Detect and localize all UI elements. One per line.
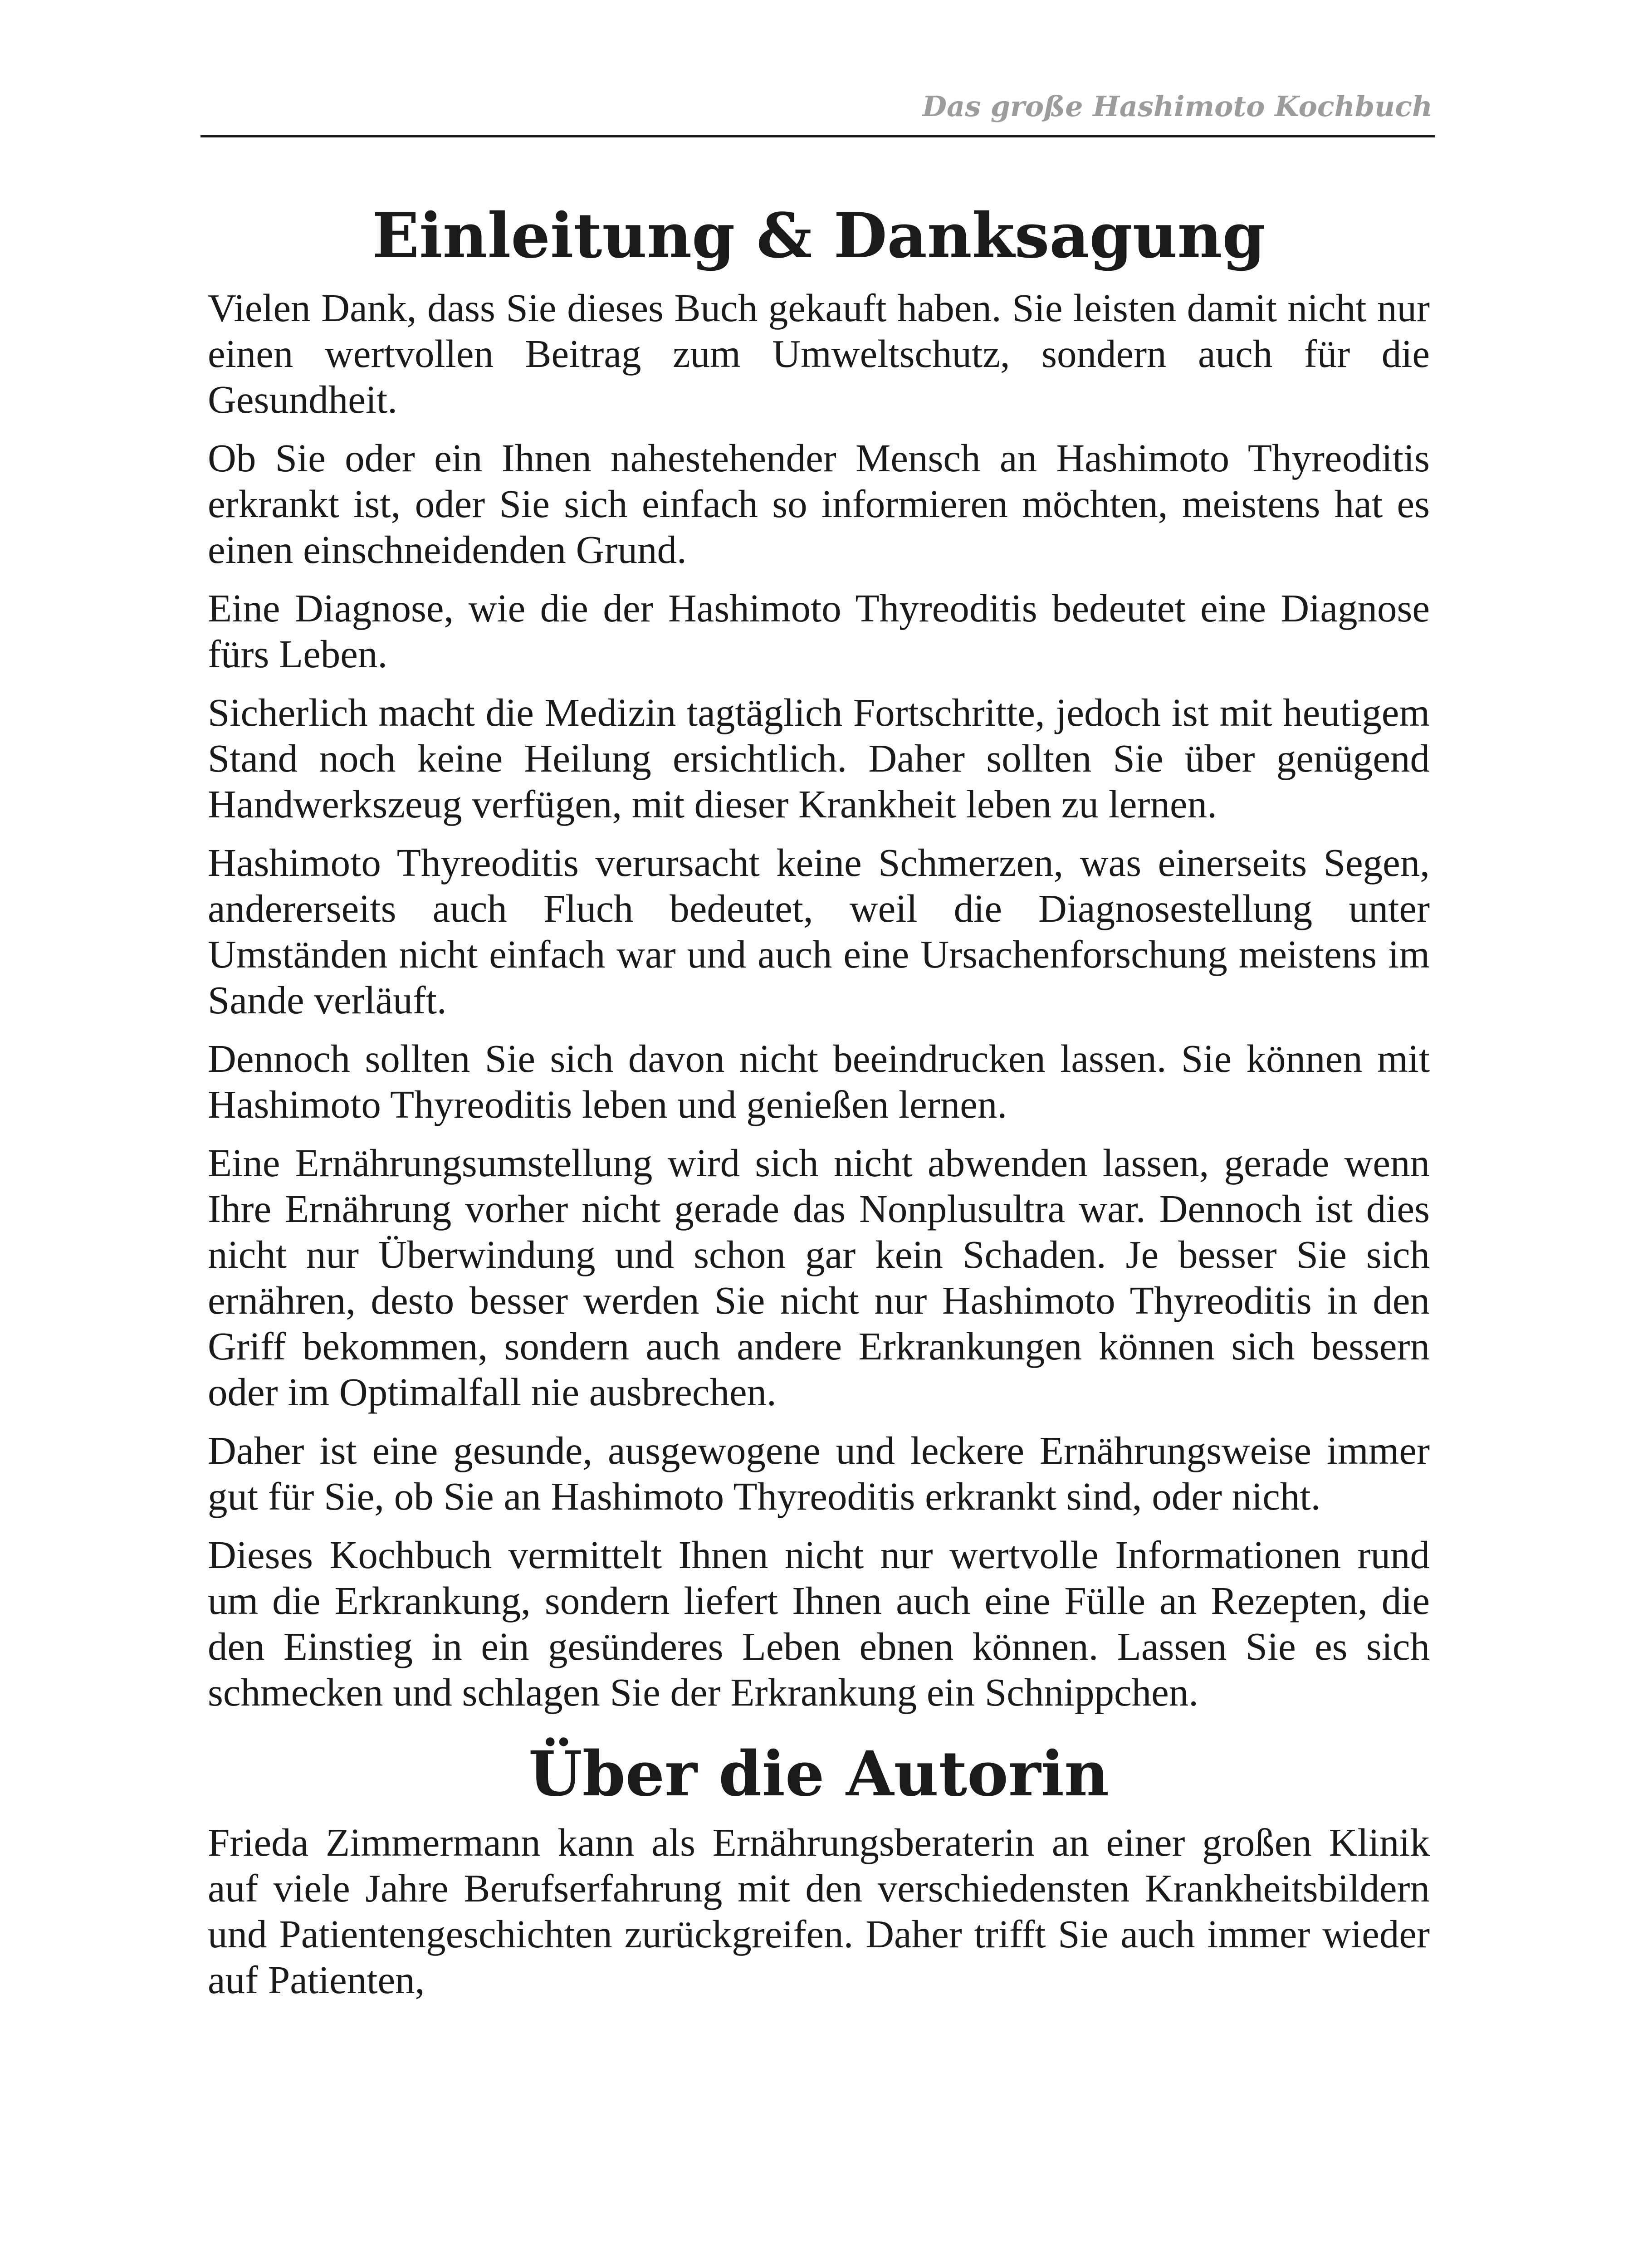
paragraph: Sicherlich macht die Medizin tagtäglich Fortschritte, jedoch ist mit heutigem Stand noch keine Heilung ersichtlich. Daher sollten Sie über genügend Handwerkszeug verfügen, mit dieser Krankheit leben zu lernen. <box>208 690 1430 826</box>
paragraph: Eine Diagnose, wie die der Hashimoto Thyreoditis bedeutet eine Diagnose fürs Leben. <box>208 586 1430 676</box>
paragraph: Eine Ernährungsumstellung wird sich nicht abwenden lassen, gerade wenn Ihre Ernährung vorher nicht gerade das Nonplusultra war. Dennoch ist dies nicht nur Überwindung und schon gar kein Schaden. Je besser Sie sich ernähren, desto besser werden Sie nicht nur Hashimoto Thyreoditis in den Griff bekommen, sondern auch andere Erkrankungen können sich bessern oder im Optimalfall nie ausbrechen. <box>208 1141 1430 1414</box>
paragraph: Vielen Dank, dass Sie dieses Buch gekauft haben. Sie leisten damit nicht nur einen wertvollen Beitrag zum Umweltschutz, sondern auch für die Gesundheit. <box>208 286 1430 421</box>
paragraph: Dieses Kochbuch vermittelt Ihnen nicht nur wertvolle Informationen rund um die Erkrankung, sondern liefert Ihnen auch eine Fülle an Rezepten, die den Einstieg in ein gesünderes Leben ebnen können. Lassen Sie es sich schmecken und schlagen Sie der Erkrankung ein Schnippchen. <box>208 1533 1430 1714</box>
page-content <box>208 195 1430 2015</box>
paragraph: Ob Sie oder ein Ihnen nahestehender Mensch an Hashimoto Thyreoditis erkrankt ist, oder Sie sich einfach so informieren möchten, meistens hat es einen einschneidenden Grund. <box>208 436 1430 572</box>
paragraph: Dennoch sollten Sie sich davon nicht beeindrucken lassen. Sie können mit Hashimoto Thyreoditis leben und genießen lernen. <box>208 1036 1430 1126</box>
running-header: Das große Hashimoto Kochbuch <box>922 90 1433 123</box>
section-title-about-author: Über die Autorin <box>528 1738 1109 1810</box>
paragraph: Daher ist eine gesunde, ausgewogene und leckere Ernährungsweise immer gut für Sie, ob Sie an Hashimoto Thyreoditis erkrankt sind, oder nicht. <box>208 1428 1430 1518</box>
section-title-introduction: Einleitung & Danksagung <box>372 200 1266 272</box>
header-rule <box>200 135 1435 137</box>
paragraph: Frieda Zimmermann kann als Ernährungsberaterin an einer großen Klinik auf viele Jahre Berufserfahrung mit den verschiedensten Krankheitsbildern und Patientengeschichten zurückgreifen. Daher trifft Sie auch immer wieder auf Patienten, <box>208 1820 1430 2002</box>
paragraph: Hashimoto Thyreoditis verursacht keine Schmerzen, was einerseits Segen, andererseits auch Fluch bedeutet, weil die Diagnosestellung unter Umständen nicht einfach war und auch eine Ursachenforschung meistens im Sande verläuft. <box>208 841 1430 1022</box>
